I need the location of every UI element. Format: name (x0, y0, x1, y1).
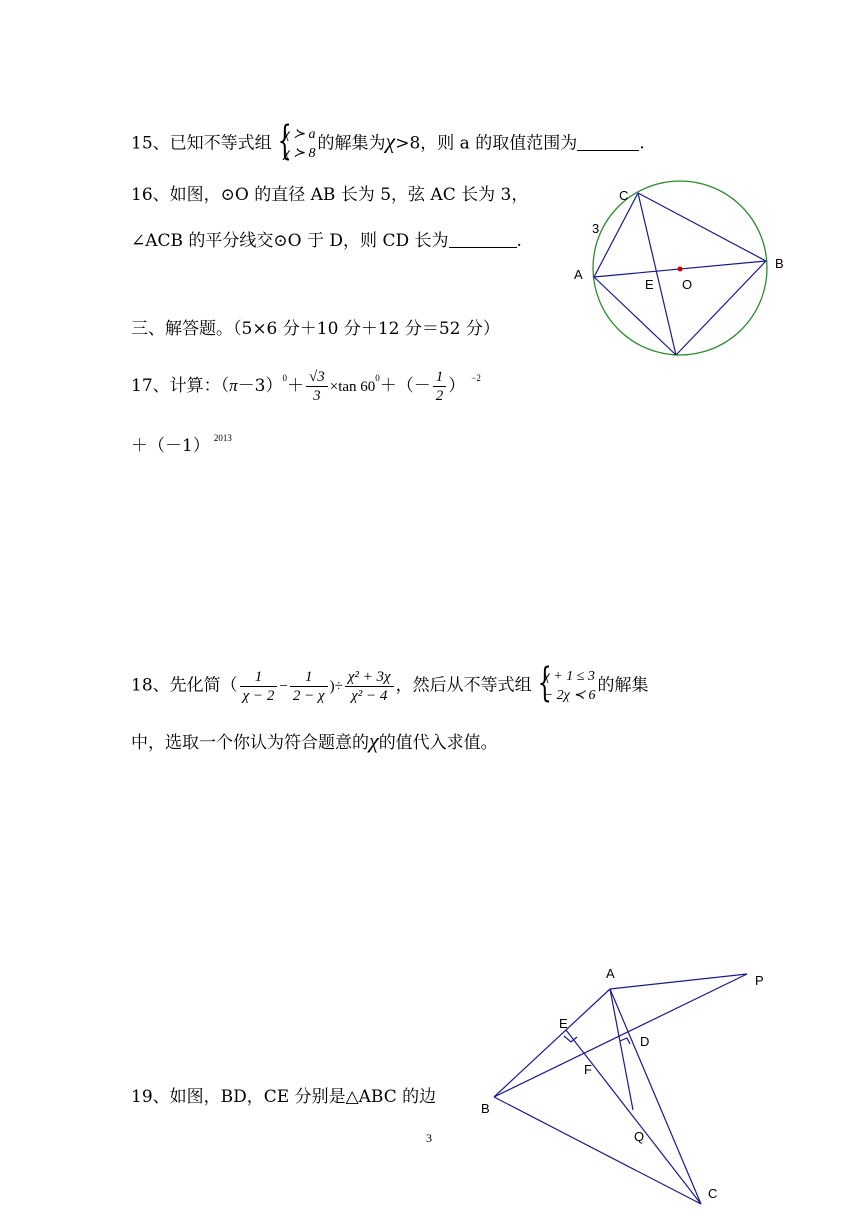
q17-half-num: 1 (433, 368, 447, 387)
q16-circle-figure (565, 180, 825, 380)
label-e: E (559, 1016, 568, 1031)
q19-triangle-figure (470, 960, 790, 1210)
q16-answer-blank[interactable] (449, 233, 517, 248)
segment-ad (594, 277, 676, 355)
label-c: C (619, 188, 629, 203)
label-f: F (584, 1062, 592, 1077)
segment-bp (494, 974, 747, 1097)
q17-line2-text: ＋（－1） (131, 436, 210, 456)
right-angle-mark-d (620, 1038, 630, 1044)
q15-end: . (639, 133, 645, 154)
q17-exp-deg: 0 (375, 373, 380, 383)
q17-exp-m2: −2 (471, 373, 481, 383)
q17-minus3: －3） (237, 376, 283, 396)
segment-ac (610, 989, 701, 1204)
label-a: A (574, 267, 583, 282)
brace-icon: { (537, 660, 552, 706)
q17-plus1: ＋ (287, 376, 304, 396)
question-16-line1: 16、如图，⊙O 的直径 AB 长为 5，弦 AC 长为 3， (131, 185, 529, 205)
segment-cb (638, 193, 766, 261)
q18-inequality-system (534, 660, 596, 706)
q17-exp0: 0 (282, 373, 287, 383)
page-number: 3 (426, 1131, 432, 1145)
label-b: B (775, 256, 784, 271)
q15-sys-row1: χ ≻ a (283, 127, 316, 142)
q18-after-text: 的解集 (597, 675, 649, 696)
q17-frac-den: 3 (313, 388, 321, 404)
label-d: D (640, 1034, 650, 1049)
q18-line2-b: 的值代入求值。 (378, 733, 498, 753)
q18-f2-den: 2 − χ (292, 687, 325, 704)
segment-cd (638, 193, 676, 355)
q15-number: 15、 (131, 133, 170, 154)
q18-line2-a: 中，选取一个你认为符合题意的 (131, 733, 369, 753)
question-17-line2 (131, 434, 232, 455)
label-3: 3 (592, 221, 600, 236)
q18-f3-den: χ² − 4 (351, 687, 388, 704)
q18-f1-num: 1 (240, 668, 278, 687)
center-point (678, 267, 683, 272)
question-18-line2 (131, 730, 498, 752)
segment-ce (566, 1030, 701, 1204)
segment-ac (594, 193, 638, 277)
q17-half (433, 368, 447, 405)
q18-frac2 (290, 668, 328, 705)
q18-frac3 (345, 668, 394, 705)
q18-mid-text: ，然后从不等式组 (395, 675, 532, 696)
q17-sqrt3-over-3 (306, 368, 328, 405)
q17-close: ） (448, 376, 466, 396)
segment-bd (676, 261, 766, 355)
label-c: C (708, 1186, 718, 1201)
q18-f1-den: χ − 2 (242, 687, 275, 704)
q15-text-after: >8，则 a 的取值范围为 (395, 133, 578, 154)
q17-prefix: 17、计算：（ (131, 376, 230, 396)
q15-inequality-system (274, 118, 316, 164)
q17-times-tan: ×tan 60 (329, 379, 376, 395)
question-15 (131, 118, 645, 164)
section-3-heading: 三、解答题。（5×6 分＋10 分＋12 分＝52 分） (131, 319, 500, 339)
q17-pi: π (229, 376, 238, 395)
q17-half-den: 2 (435, 388, 444, 404)
q18-line2-var: χ (369, 728, 379, 753)
q15-answer-blank[interactable] (577, 136, 639, 151)
brace-icon: { (277, 118, 292, 164)
q17-exp-2013: 2013 (213, 433, 232, 443)
q18-prefix: 18、先化简（ (131, 675, 238, 696)
q18-sys-row2: − 2χ ≺ 6 (543, 688, 596, 703)
label-q: Q (634, 1129, 645, 1144)
q18-f2-num: 1 (290, 668, 328, 687)
label-p: P (755, 973, 764, 988)
question-17 (131, 368, 481, 405)
question-16-line2 (131, 233, 522, 250)
label-e: E (645, 277, 654, 292)
segment-ab (494, 989, 610, 1097)
q18-f3-num: χ² + 3χ (345, 668, 394, 687)
q18-close-div: )÷ (329, 678, 343, 695)
question-19: 19、如图，BD，CE 分别是△ABC 的边 (131, 1087, 437, 1107)
q18-minus: − (279, 678, 288, 695)
q18-sys-row1: χ + 1 ≤ 3 (543, 669, 595, 684)
q17-plus2: ＋（－ (379, 376, 431, 396)
label-b: B (481, 1101, 490, 1116)
q17-frac-num: √3 (306, 368, 328, 387)
segment-bc (494, 1097, 701, 1204)
q16-line2-text: ∠ACB 的平分线交⊙O 于 D，则 CD 长为 (131, 231, 449, 251)
q15-text-before: 已知不等式组 (169, 133, 272, 154)
q16-end: . (516, 231, 522, 251)
segment-ap (610, 974, 747, 989)
q18-frac1 (240, 668, 278, 705)
question-18 (131, 660, 649, 706)
q15-var: χ (385, 128, 396, 154)
q15-sys-row2: χ ≻ 8 (283, 146, 316, 161)
label-o: O (682, 277, 693, 292)
label-a: A (606, 966, 615, 981)
q15-text-mid: 的解集为 (317, 133, 386, 154)
